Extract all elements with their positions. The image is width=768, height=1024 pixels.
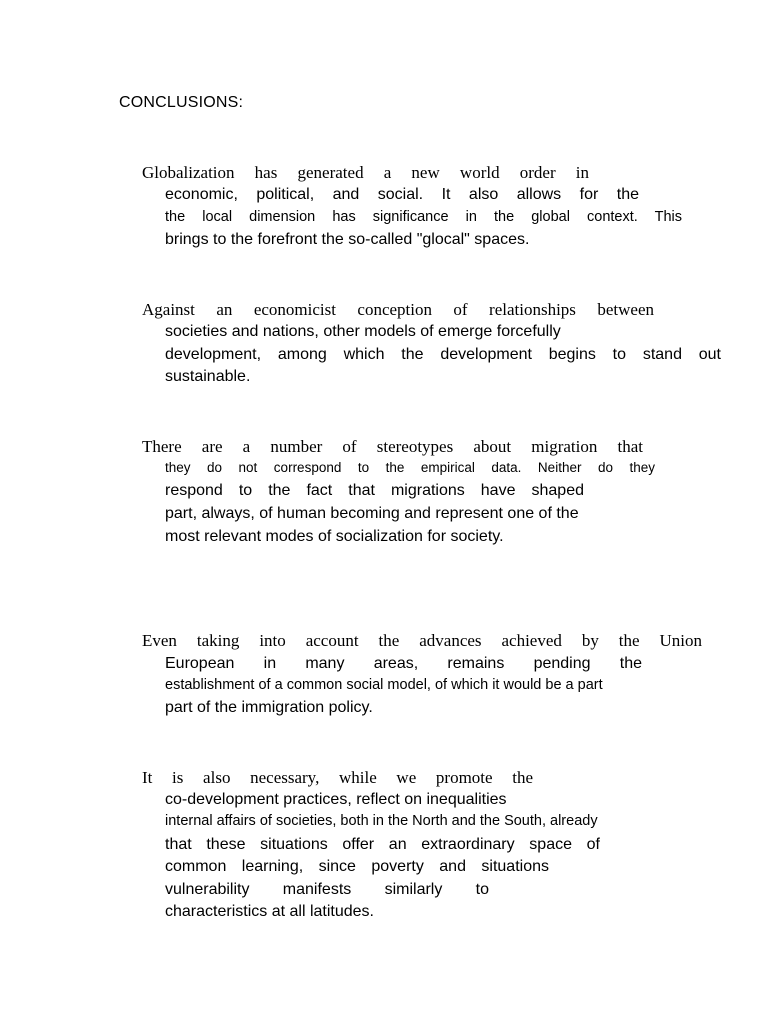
paragraph-line: co-development practices, reflect on inequalities <box>165 791 507 808</box>
paragraph-line: characteristics at all latitudes. <box>165 903 374 920</box>
paragraph-line: brings to the forefront the so-called "glocal" spaces. <box>165 231 530 248</box>
paragraph-line: societies and nations, other models of emerge forcefully <box>165 323 561 340</box>
paragraph-line: common learning, since poverty and situations <box>165 858 549 875</box>
paragraph-line: development, among which the development begins to stand out <box>165 346 721 363</box>
paragraph-line: sustainable. <box>165 368 251 385</box>
paragraph-line: respond to the fact that migrations have shaped <box>165 482 584 499</box>
paragraph-line: most relevant modes of socialization for society. <box>165 528 504 545</box>
paragraph-line: internal affairs of societies, both in the North and the South, already <box>165 813 598 829</box>
paragraph-line: Globalization has generated a new world order in <box>142 163 589 182</box>
paragraph-line: economic, political, and social. It also allows for the <box>165 186 639 203</box>
paragraph-line: Even taking into account the advances achieved by the Union <box>142 631 702 650</box>
conclusions-heading: CONCLUSIONS: <box>119 94 244 111</box>
paragraph-line: part, always, of human becoming and represent one of the <box>165 505 579 522</box>
paragraph-line: There are a number of stereotypes about migration that <box>142 437 643 456</box>
paragraph-line: the local dimension has significance in the global context. This <box>165 209 682 225</box>
paragraph-line: establishment of a common social model, of which it would be a part <box>165 677 603 693</box>
paragraph-line: It is also necessary, while we promote the <box>142 768 533 787</box>
paragraph-line: part of the immigration policy. <box>165 699 373 716</box>
paragraph-line: they do not correspond to the empirical data. Neither do they <box>165 460 655 475</box>
paragraph-line: vulnerability manifests similarly to <box>165 881 489 898</box>
paragraph-line: European in many areas, remains pending the <box>165 655 642 672</box>
paragraph-line: Against an economicist conception of relationships between <box>142 300 654 319</box>
paragraph-line: that these situations offer an extraordinary space of <box>165 836 600 853</box>
